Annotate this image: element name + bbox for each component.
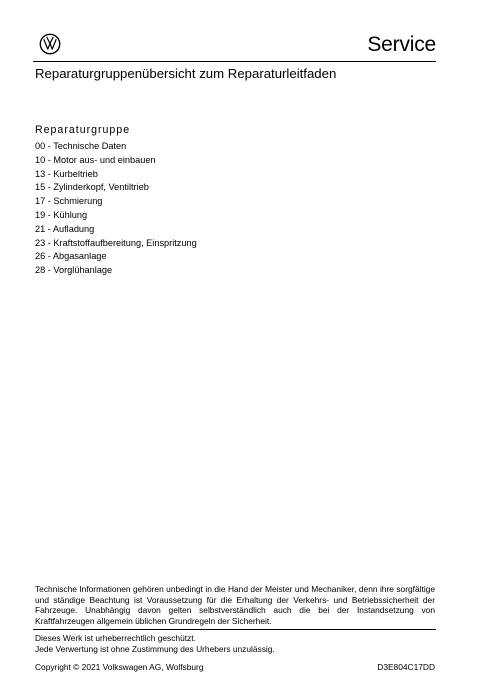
page-title: Reparaturgruppenübersicht zum Reparaturleitfaden — [35, 66, 337, 81]
copyright-notes — [35, 633, 275, 655]
vw-logo-icon — [39, 33, 61, 55]
service-label: Service — [367, 33, 436, 56]
repair-group-item[interactable]: 10 - Motor aus- und einbauen — [35, 154, 156, 165]
copyright-text: Copyright © 2021 Volkswagen AG, Wolfsburg — [35, 662, 204, 672]
copyright-note: Dieses Werk ist urheberrechtlich geschützt. — [35, 633, 196, 643]
header-divider — [33, 61, 436, 62]
repair-group-item[interactable]: 28 - Vorglühanlage — [35, 265, 113, 276]
repair-group-item[interactable]: 13 - Kurbeltrieb — [35, 168, 98, 179]
document-id: D3E804C17DD — [377, 662, 435, 672]
repair-group-list — [35, 140, 197, 278]
repair-group-item[interactable]: 23 - Kraftstoffaufbereitung, Einspritzung — [35, 237, 197, 248]
repair-group-item[interactable]: 26 - Abgasanlage — [35, 251, 107, 262]
repair-group-section — [35, 124, 197, 278]
safety-notice: Technische Informationen gehören unbedingt in die Hand der Meister und Mechaniker, denn ihre sorgfältige und ständige Beachtung ist Voraussetzung für die Erhaltung der Verkehrs- und Betriebssicherheit der Fahrzeuge. Unabhängig davon gelten selbstverständlich auch die bei der Instandsetzung von Kraftfahrzeugen allgemein üblichen Grundregeln der Sicherheit. — [35, 584, 435, 627]
footer-divider — [33, 629, 436, 630]
copyright-note: Jede Verwertung ist ohne Zustimmung des Urhebers unzulässig. — [35, 644, 275, 654]
repair-group-item[interactable]: 00 - Technische Daten — [35, 141, 127, 151]
repair-group-item[interactable]: 19 - Kühlung — [35, 209, 88, 220]
repair-group-item[interactable]: 21 - Aufladung — [35, 223, 95, 234]
repair-group-item[interactable]: 15 - Zylinderkopf, Ventiltrieb — [35, 182, 149, 193]
section-heading: Reparaturgruppe — [35, 124, 131, 136]
repair-group-item[interactable]: 17 - Schmierung — [35, 196, 103, 207]
